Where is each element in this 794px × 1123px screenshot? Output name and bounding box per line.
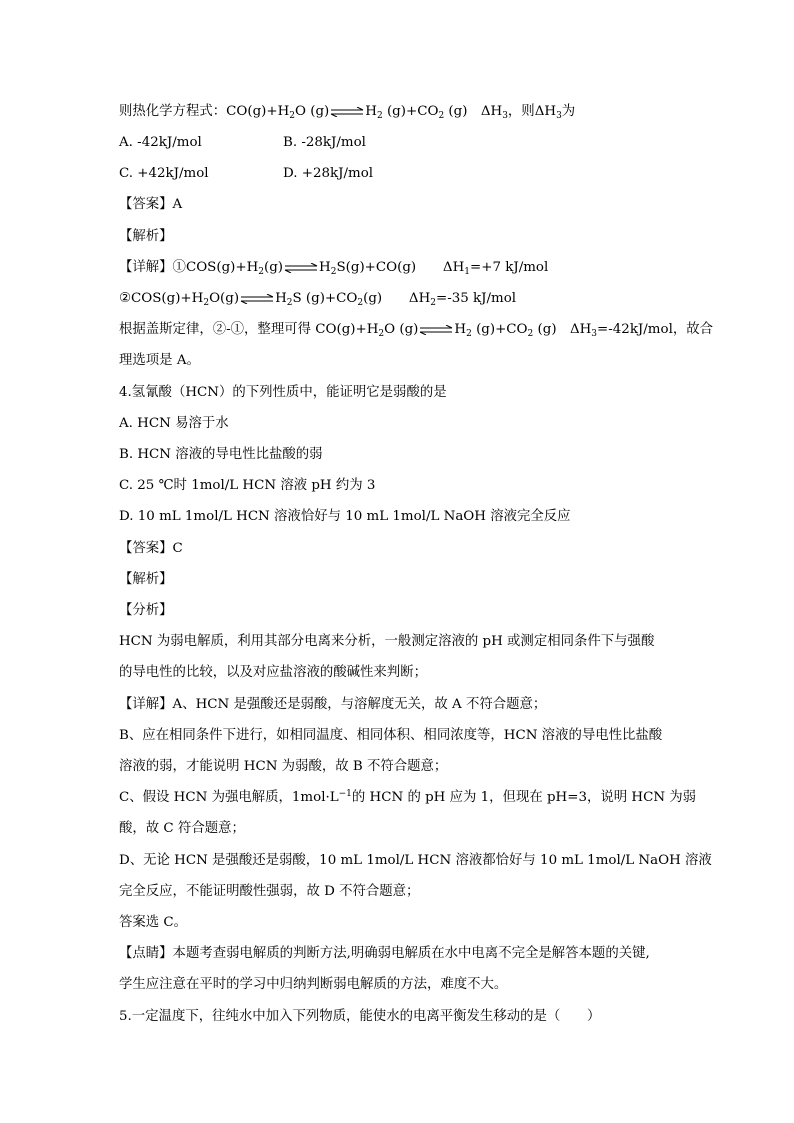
text: O (g) <box>384 322 419 337</box>
analysis-label: 【解析】 <box>119 229 173 244</box>
paragraph-line: 【点睛】本题考查弱电解质的判断方法,明确弱电解质在水中电离不完全是解答本题的关键, <box>119 946 650 961</box>
subscript: 2 <box>203 298 210 308</box>
q4-option-d: D. 10 mL 1mol/L HCN 溶液恰好与 10 mL 1mol/L NaOH 溶液完全反应 <box>119 509 571 524</box>
option-c: C. +42kJ/mol <box>119 166 209 181</box>
q4-option-a: A. HCN 易溶于水 <box>119 416 229 431</box>
option-b: B. -28kJ/mol <box>283 135 366 150</box>
detail-equation-2 <box>119 290 516 308</box>
text: S(g)+CO(g) ΔH <box>336 260 465 275</box>
paragraph-line: D、无论 HCN 是强酸还是弱酸，10 mL 1mol/L HCN 溶液都恰好与 10 mL 1mol/L NaOH 溶液 <box>119 853 712 868</box>
paragraph-line: 的导电性的比较，以及对应盐溶液的酸碱性来判断； <box>119 665 427 680</box>
answer-choice: 答案选 C。 <box>119 915 188 930</box>
text: =-42kJ/mol，故合 <box>597 322 714 337</box>
question-4: 4.氢氰酸（HCN）的下列性质中，能证明它是弱酸的是 <box>119 385 447 400</box>
paragraph-line: 溶液的弱，才能说明 HCN 为弱酸，故 B 不符合题意； <box>119 759 448 774</box>
text: H <box>454 322 467 337</box>
text: (g) ΔH <box>363 291 431 306</box>
detail-equation-1 <box>119 259 548 277</box>
text: 为 <box>561 104 576 119</box>
text: (g) ΔH <box>444 104 503 119</box>
text: 根据盖斯定律，②-①，整理可得 CO(g)+H <box>119 322 379 337</box>
paragraph-line: HCN 为弱电解质，利用其部分电离来分析，一般测定溶液的 pH 或测定相同条件下与强酸 <box>119 634 655 649</box>
subscript: 2 <box>527 329 534 339</box>
text: H <box>319 260 331 275</box>
text: H <box>275 291 287 306</box>
subscript: 2 <box>466 329 472 339</box>
subscript: 2 <box>438 111 445 121</box>
equilibrium-arrow-icon <box>419 325 453 335</box>
subscript: 3 <box>556 111 562 121</box>
option-d: D. +28kJ/mol <box>283 166 374 181</box>
subscript: 1 <box>464 267 470 277</box>
text: ，则ΔH <box>507 104 557 119</box>
text: C、假设 HCN 为强电解质，1mol·L <box>119 790 339 805</box>
answer-label: 【答案】A <box>119 197 183 212</box>
option-a: A. -42kJ/mol <box>119 135 202 150</box>
paragraph-line: 完全反应，不能证明酸性强弱，故 D 不符合题意； <box>119 884 420 899</box>
text: (g) <box>264 260 284 275</box>
options-row-1 <box>119 134 202 152</box>
subscript: 2 <box>286 298 293 308</box>
superscript: −1 <box>338 789 352 799</box>
text: H <box>365 104 377 119</box>
text: O(g) <box>209 291 240 306</box>
question-5: 5.一定温度下，往纯水中加入下列物质，能使水的电离平衡发生移动的是（ ） <box>119 1009 601 1024</box>
equilibrium-arrow-icon <box>240 294 274 304</box>
subscript: 2 <box>289 111 296 121</box>
thermo-equation-line <box>119 103 575 121</box>
subscript: 2 <box>376 111 383 121</box>
options-row-2 <box>119 165 209 183</box>
equilibrium-arrow-icon <box>284 263 318 273</box>
answer-label: 【答案】C <box>119 541 183 556</box>
text: (g) ΔH <box>533 322 592 337</box>
q4-option-c: C. 25 ℃时 1mol/L HCN 溶液 pH 约为 3 <box>119 478 376 493</box>
text: 的 HCN 的 pH 应为 1，但现在 pH=3，说明 HCN 为弱 <box>351 790 697 805</box>
text: ②COS(g)+H <box>119 291 204 306</box>
q4-option-b: B. HCN 溶液的导电性比盐酸的弱 <box>119 447 323 462</box>
equilibrium-arrow-icon <box>330 107 364 117</box>
text: 则热化学方程式：CO(g)+H <box>119 104 290 119</box>
text: (g)+CO <box>382 104 439 119</box>
paragraph-line: 理选项是 A。 <box>119 353 200 368</box>
text: O (g) <box>295 104 330 119</box>
subscript: 2 <box>357 298 364 308</box>
paragraph-line: 学生应注意在平时的学习中归纳判断弱电解质的方法，难度不大。 <box>119 977 508 992</box>
subscript: 2 <box>378 329 385 339</box>
text: S (g)+CO <box>292 291 358 306</box>
text: =+7 kJ/mol <box>470 260 549 275</box>
text: 【详解】①COS(g)+H <box>119 260 259 275</box>
fenxi-label: 【分析】 <box>119 603 173 618</box>
text: (g)+CO <box>471 322 528 337</box>
paragraph-line: 酸，故 C 符合题意； <box>119 821 245 836</box>
subscript: 2 <box>430 298 437 308</box>
text: =-35 kJ/mol <box>436 291 517 306</box>
paragraph-line <box>119 789 696 807</box>
subscript: 2 <box>258 267 265 277</box>
subscript: 3 <box>591 329 598 339</box>
paragraph-line: 【详解】A、HCN 是强酸还是弱酸，与溶解度无关，故 A 不符合题意； <box>119 697 547 712</box>
hess-law-line <box>119 321 713 339</box>
subscript: 3 <box>502 111 508 121</box>
paragraph-line: B、应在相同条件下进行，如相同温度、相同体积、相同浓度等，HCN 溶液的导电性比盐酸 <box>119 728 663 743</box>
subscript: 2 <box>330 267 337 277</box>
analysis-label: 【解析】 <box>119 572 173 587</box>
